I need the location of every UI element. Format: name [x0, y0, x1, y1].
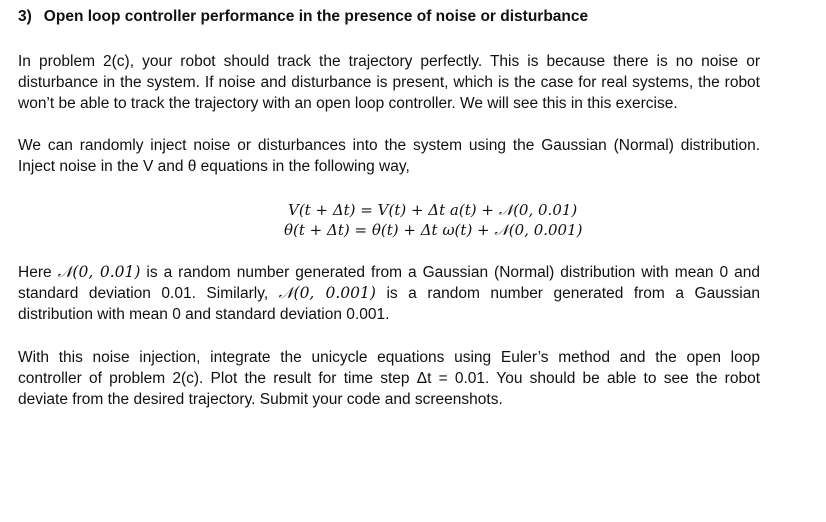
paragraph-noise-injection	[18, 135, 760, 177]
text-fragment: standard deviation 0.01. Similarly,	[18, 285, 279, 302]
paragraph-line	[18, 262, 760, 283]
section-number: 3)	[18, 8, 32, 25]
normal-dist-symbol: 𝒩(0, 0.001)	[278, 284, 376, 302]
normal-dist-symbol: 𝒩(0, 0.01)	[57, 263, 141, 281]
section-title: Open loop controller performance in the presence of noise or disturbance	[43, 8, 589, 25]
paragraph-line: controller of problem 2(c). Plot the result for time step Δt = 0.01. You should be able to see the robot	[18, 370, 760, 387]
paragraph-line: deviate from the desired trajectory. Submit your code and screenshots.	[18, 391, 503, 408]
paragraph-line: disturbance in the system. If noise and disturbance is present, which is the case for real systems, the robot	[18, 74, 760, 91]
text-fragment: Here	[18, 264, 58, 281]
paragraph-line: In problem 2(c), your robot should track the trajectory perfectly. This is because there is no noise or	[18, 53, 760, 70]
paragraph-line: won’t be able to track the trajectory with an open loop controller. We will see this in this exercise.	[18, 95, 678, 112]
paragraph-line: Inject noise in the V and θ equations in the following way,	[18, 158, 410, 175]
section-heading	[18, 8, 588, 26]
paragraph-noise-explanation	[18, 262, 760, 325]
paragraph-line	[18, 283, 760, 304]
paragraph-intro	[18, 51, 760, 114]
heading-equation: θ(t + Δt) = θ(t) + Δt ω(t) + 𝒩(0, 0.001)	[284, 221, 583, 239]
paragraph-line: With this noise injection, integrate the unicycle equations using Euler’s method and the open loop	[18, 349, 760, 366]
text-fragment: is a random number generated from a Gaussian (Normal) distribution with mean 0 and	[140, 264, 760, 281]
paragraph-line: distribution with mean 0 and standard deviation 0.001.	[18, 306, 390, 323]
text-fragment: is a random number generated from a Gaussian	[375, 285, 760, 302]
paragraph-task	[18, 347, 760, 410]
paragraph-line: We can randomly inject noise or disturbances into the system using the Gaussian (Normal) distribution.	[18, 137, 760, 154]
velocity-equation: V(t + Δt) = V(t) + Δt a(t) + 𝒩(0, 0.01)	[288, 201, 578, 219]
